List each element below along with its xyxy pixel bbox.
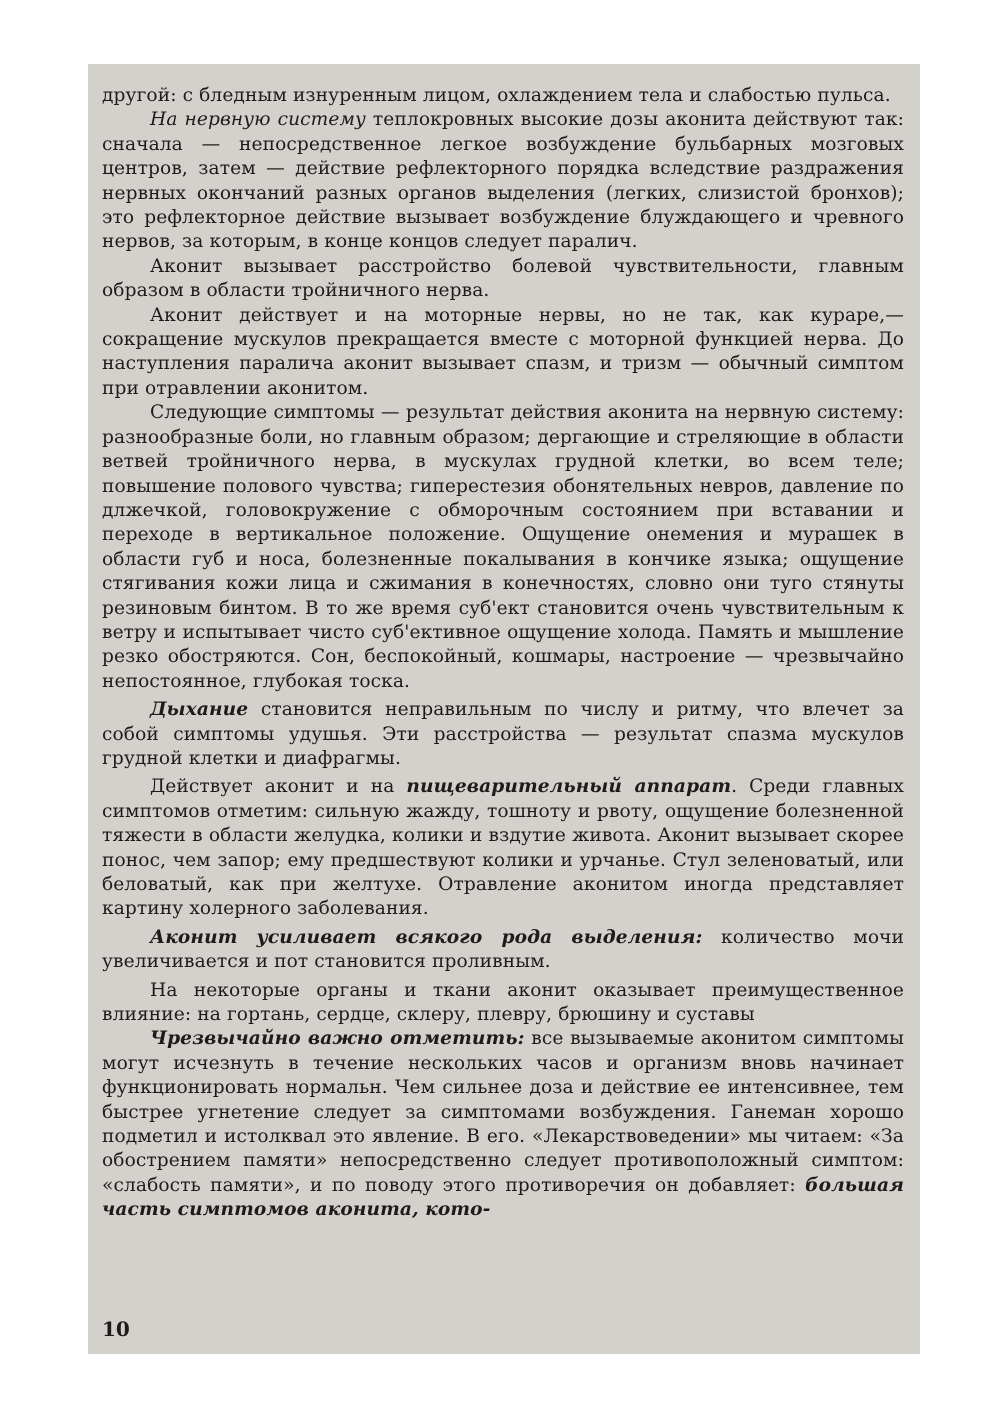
text-run: Аконит усиливает всякого рода выделения:	[150, 926, 703, 948]
text-run: теплокровных высокие дозы аконита действуют так: сначала — непосредственное легкое возбуждение бульбарных мозговых центров, затем — действие рефлекторного порядка вследствие раздражения нервных окончаний разных органов выделения (легких, слизистой бронхов); это рефлекторное действие вызывает возбуждение блуждающего и чревного нервов, за которым, в конце концов следует паралич.	[102, 109, 904, 253]
paragraph	[102, 84, 904, 108]
paragraph	[102, 1027, 904, 1222]
text-run: пищеварительный аппарат	[406, 776, 732, 798]
text-run: На некоторые органы и ткани аконит оказывает преимущественное влияние: на гортань, сердце, склеру, плевру, брюшину и суставы	[102, 979, 904, 1026]
text-run: становится неправильным по числу и ритму, что влечет за собой симптомы удушья. Эти расстройства — результат спазма мускулов грудной клетки и диафрагмы.	[102, 699, 904, 769]
text-run: Дыхание	[150, 699, 249, 721]
text-run: большая часть симптомов аконита, кото-	[102, 1174, 904, 1221]
body-text	[102, 84, 904, 1223]
text-run: все вызываемые аконитом симптомы могут исчезнуть в течение нескольких часов и организм вновь начинает функционировать нормальн. Чем сильнее доза и действие ее интенсивнее, тем быстрее угнетение следует за симптомами возбуждения. Ганеман хорошо подметил и истолквал это явление. В его. «Лекарствоведении» мы читаем: «За обострением памяти» непосредственно следует противоположный симптом: «слабость памяти», и по поводу этого противоречия он добавляет:	[102, 1028, 905, 1196]
text-run: Действует аконит и на	[150, 776, 407, 798]
paragraph	[102, 926, 904, 975]
paragraph	[102, 698, 904, 771]
paragraph	[102, 255, 904, 304]
paragraph	[102, 401, 904, 694]
text-run: Аконит действует и на моторные нервы, но не так, как кураре,— сокращение мускулов прекращается вместе с моторной функцией нерва. До наступления паралича аконит вызывает спазм, и тризм — обычный симптом при отравлении аконитом.	[102, 304, 904, 399]
text-run: Чрезвычайно важно отметить:	[150, 1028, 525, 1050]
text-run: другой: с бледным изнуренным лицом, охлаждением тела и слабостью пульса.	[102, 85, 891, 106]
paragraph	[102, 979, 904, 1028]
paragraph	[102, 304, 904, 402]
text-run: На нервную систему	[150, 109, 366, 131]
text-run: количество мочи увеличивается и пот становится проливным.	[102, 926, 904, 973]
text-run: Следующие симптомы — результат действия аконита на нервную систему: разнообразные боли, но главным образом; дергающие и стреляющие в области ветвей тройничного нерва, в мускулах грудной клетки, во всем теле; повышение полового чувства; гиперестезия обонятельных невров, давление по длжечкой, головокружение с обморочным состоянием при вставании и переходе в вертикальное положение. Ощущение онемения и мурашек в области губ и носа, болезненные покалывания в кончике языка; ощущение стягивания кожи лица и сжимания в конечностях, словно они туго стянуты резиновым бинтом. В то же время суб'ект становится очень чувствительным к ветру и испытывает чисто суб'ективное ощущение холода. Память и мышление резко обостряются. Сон, беспокойный, кошмары, настроение — чрезвычайно непостоянное, глубокая тоска.	[102, 402, 904, 692]
text-run: Аконит вызывает расстройство болевой чувствительности, главным образом в области тройничного нерва.	[102, 255, 904, 302]
text-run: . Среди главных симптомов отметим: сильную жажду, тошноту и рвоту, ощущение болезненной тяжести в области желудка, колики и вздутие живота. Аконит вызывает скорее понос, чем запор; ему предшествуют колики и урчанье. Стул зеленоватый, или беловатый, как при желтухе. Отравление аконитом иногда представляет картину холерного заболевания.	[102, 776, 904, 920]
scanned-page	[88, 64, 920, 1354]
paragraph	[102, 775, 904, 921]
paragraph	[102, 108, 904, 254]
page-number: 10	[102, 1317, 130, 1341]
